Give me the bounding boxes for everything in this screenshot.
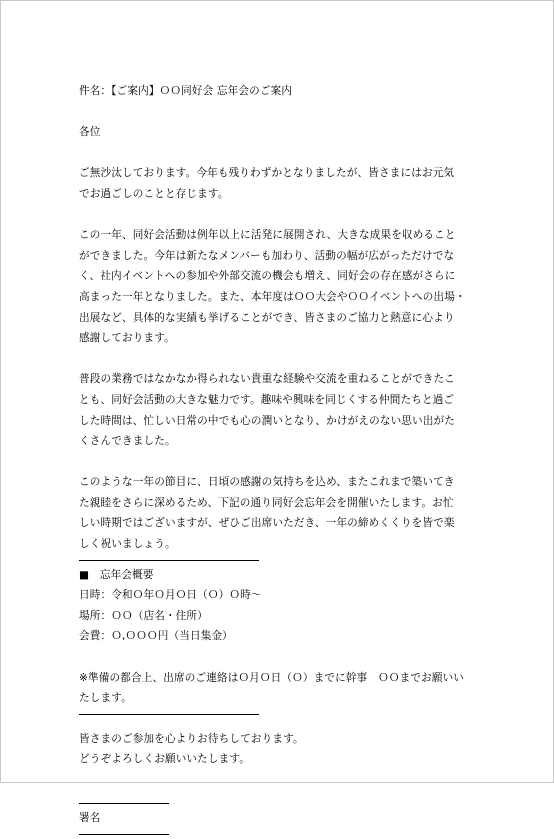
signature-line-top (79, 803, 169, 804)
letter-body (79, 81, 483, 839)
text-line: たします。 (79, 692, 132, 705)
text-line: ご無沙汰しております。今年も残りわずかとなりましたが、皆さまにはお元気 (79, 167, 455, 180)
signature-label: 署名 (79, 812, 101, 824)
text-line: しく祝いましょう。 (79, 538, 176, 551)
text-line: 出展など、具体的な実績も挙げることができ、皆さまのご協力と熱意に心より (79, 311, 455, 324)
divider-line (79, 714, 259, 715)
paragraph-invitation (79, 472, 483, 554)
divider-line (79, 560, 259, 561)
text-line: く、社内イベントへの参加や外部交流の機会も増え、同好会の存在感がさらに (79, 270, 456, 283)
text-line: ができました。今年は新たなメンバーも加わり、活動の幅が広がっただけでな (79, 249, 455, 262)
text-line: 感謝しております。 (79, 332, 175, 345)
summary-heading: ■ 忘年会概要 (79, 568, 154, 581)
text-line: この一年、同好会活動は例年以上に活発に展開され、大きな成果を収めること (79, 229, 456, 242)
paragraph-year-review (79, 225, 483, 349)
summary-fee: 会費：Ｏ,ＯＯＯ円（当日集金） (79, 630, 233, 643)
text-line: くさんできました。 (79, 435, 176, 448)
text-line: ※準備の都合上、出席のご連絡はＯ月Ｏ日（Ｏ）までに幹事 ＯＯまでお願いい (79, 671, 465, 684)
rsvp-note (79, 668, 483, 709)
event-summary (79, 565, 483, 647)
text-line: しい時期ではございますが、ぜひご出席いただき、一年の締めくくりを皆で楽 (79, 517, 455, 530)
text-line: どうぞよろしくお願いいたします。 (79, 753, 251, 766)
text-line: した時間は、忙しい日常の中でも心の潤いとなり、かけがえのない思い出がた (79, 414, 456, 427)
text-line: でお過ごしのことと存じます。 (79, 187, 229, 200)
text-line: 高まった一年となりました。また、本年度はＯＯ大会やＯＯイベントへの出場・ (79, 290, 466, 303)
text-line: 普段の業務ではなかなか得られない貴重な経験や交流を重ねることができたこ (79, 373, 456, 386)
paragraph-club-appeal (79, 369, 483, 451)
subject-line: 件名：【ご案内】ＯＯ同好会 忘年会のご案内 (79, 85, 293, 97)
text-line: このような一年の節目に、日頃の感謝の気持ちを込め、またこれまで築いてき (79, 476, 455, 489)
text-line: た親睦をさらに深めるため、下記の通り同好会忘年会を開催いたします。お忙 (79, 496, 454, 509)
summary-date: 日時：令和Ｏ年Ｏ月Ｏ日（Ｏ）Ｏ時～ (79, 589, 262, 602)
signature-line-bottom (79, 834, 169, 835)
salutation: 各位 (79, 126, 101, 139)
text-line: とも、同好会活動の大きな魅力です。趣味や興味を同じくする仲間たちと過ご (79, 393, 455, 406)
summary-place: 場所：ＯＯ（店名・住所） (79, 609, 208, 622)
closing-remarks (79, 729, 483, 770)
paragraph-greeting (79, 163, 483, 204)
text-line: 皆さまのご参加を心よりお待ちしております。 (79, 732, 304, 745)
